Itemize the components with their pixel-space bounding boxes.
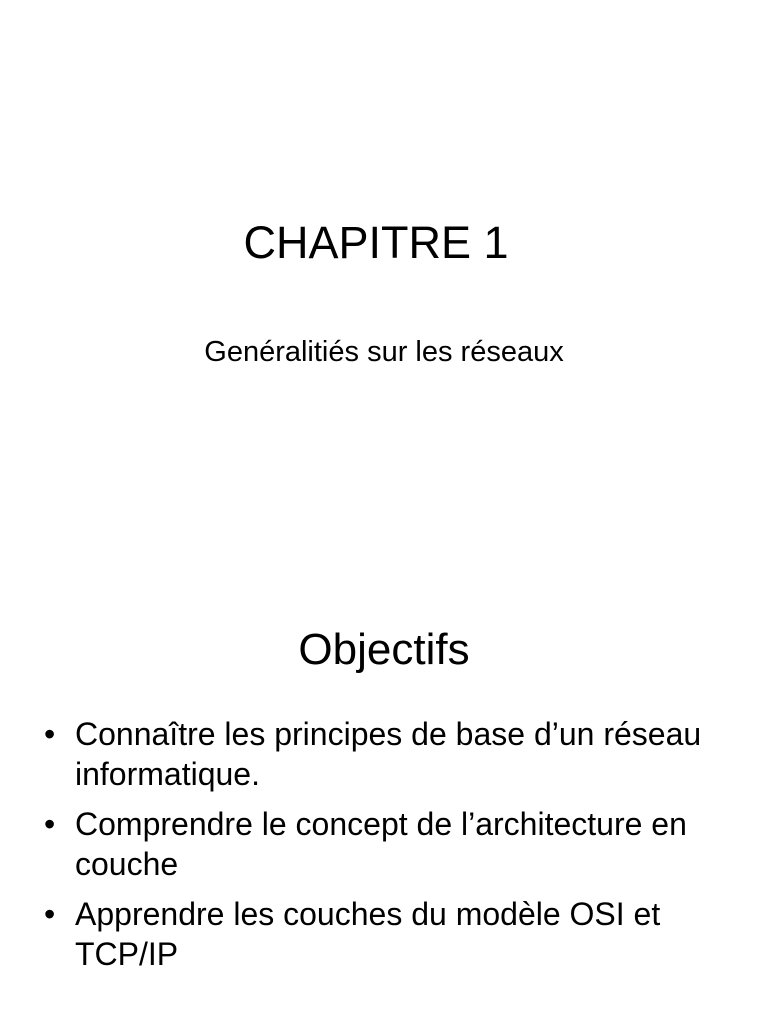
objectives-list: [44, 714, 724, 984]
bullet-icon: •: [44, 716, 56, 752]
chapter-title: CHAPITRE 1: [243, 217, 509, 268]
objectives-slide: [0, 512, 768, 1024]
bullet-icon: •: [44, 806, 56, 842]
chapter-subtitle: Genéralitiés sur les réseaux: [204, 336, 564, 368]
objective-text: Apprendre les couches du modèle OSI et TCP/IP: [75, 896, 661, 972]
bullet-icon: •: [44, 896, 56, 932]
objective-item: [44, 894, 724, 974]
objective-text: Connaître les principes de base d’un réseau informatique.: [75, 716, 702, 792]
objective-item: [44, 714, 724, 794]
objective-text: Comprendre le concept de l’architecture en couche: [75, 806, 687, 882]
objectives-title: Objectifs: [298, 625, 470, 674]
objective-item: [44, 804, 724, 884]
